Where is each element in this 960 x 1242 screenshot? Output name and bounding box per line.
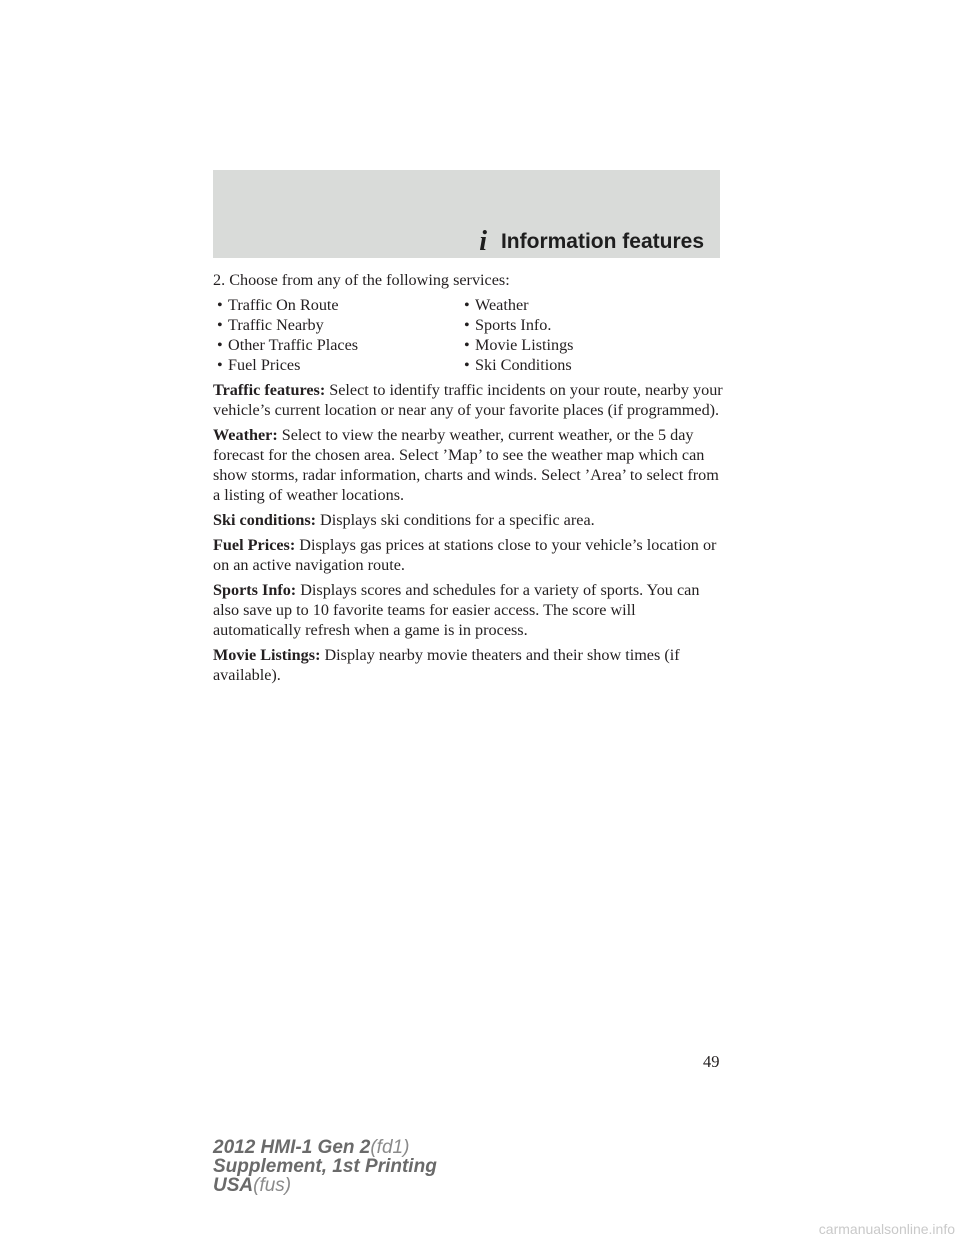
list-item: • Traffic Nearby [217,316,324,334]
page-content [213,270,723,690]
list-item: • Ski Conditions [464,356,572,374]
description-term: Movie Listings: [213,646,321,664]
description-text: Display nearby movie theaters and their show times (if available). [213,646,680,684]
description-traffic [213,380,723,420]
list-item: • Traffic On Route [217,296,339,314]
info-icon: i [479,226,487,257]
list-item: • Movie Listings [464,336,574,354]
section-title [479,226,704,257]
description-term: Traffic features: [213,381,326,399]
description-fuel [213,535,723,575]
list-item: • Sports Info. [464,316,552,334]
list-item: • Other Traffic Places [217,336,359,354]
footer-line-2: Supplement, 1st Printing [213,1156,437,1177]
description-text: Displays gas prices at stations close to your vehicle’s location or on an active navigation route. [213,536,717,574]
description-text: Select to identify traffic incidents on your route, nearby your vehicle’s current location or near any of your favorite places (if programmed). [213,381,723,419]
description-term: Weather: [213,426,278,444]
description-movies [213,645,723,685]
list-item: • Fuel Prices [217,356,301,374]
intro-text: 2. Choose from any of the following services: [213,271,510,289]
description-ski [213,510,723,530]
services-list [213,295,723,375]
description-term: Sports Info: [213,581,297,599]
description-term: Fuel Prices: [213,536,296,554]
description-text: Displays ski conditions for a specific area. [320,511,595,529]
footer-line-1: 2012 HMI-1 Gen 2(fd1) [213,1137,410,1158]
page-number: 49 [703,1052,720,1071]
description-text: Select to view the nearby weather, current weather, or the 5 day forecast for the chosen area. Select ’Map’ to see the weather map which can show storms, radar information, charts and winds. Select ’Area’ to select from a listing of weather locations. [213,426,719,504]
print-footer [213,1138,437,1195]
list-item: • Weather [464,296,529,314]
section-header [213,170,720,258]
watermark: carmanualsonline.info [818,1221,955,1237]
description-weather [213,425,723,505]
footer-line-3: USA(fus) [213,1175,292,1196]
description-text: Displays scores and schedules for a variety of sports. You can also save up to 10 favorite teams for easier access. The score will automatically refresh when a game is in process. [213,581,700,639]
description-sports [213,580,723,640]
section-title-text: Information features [500,230,704,253]
description-term: Ski conditions: [213,511,317,529]
